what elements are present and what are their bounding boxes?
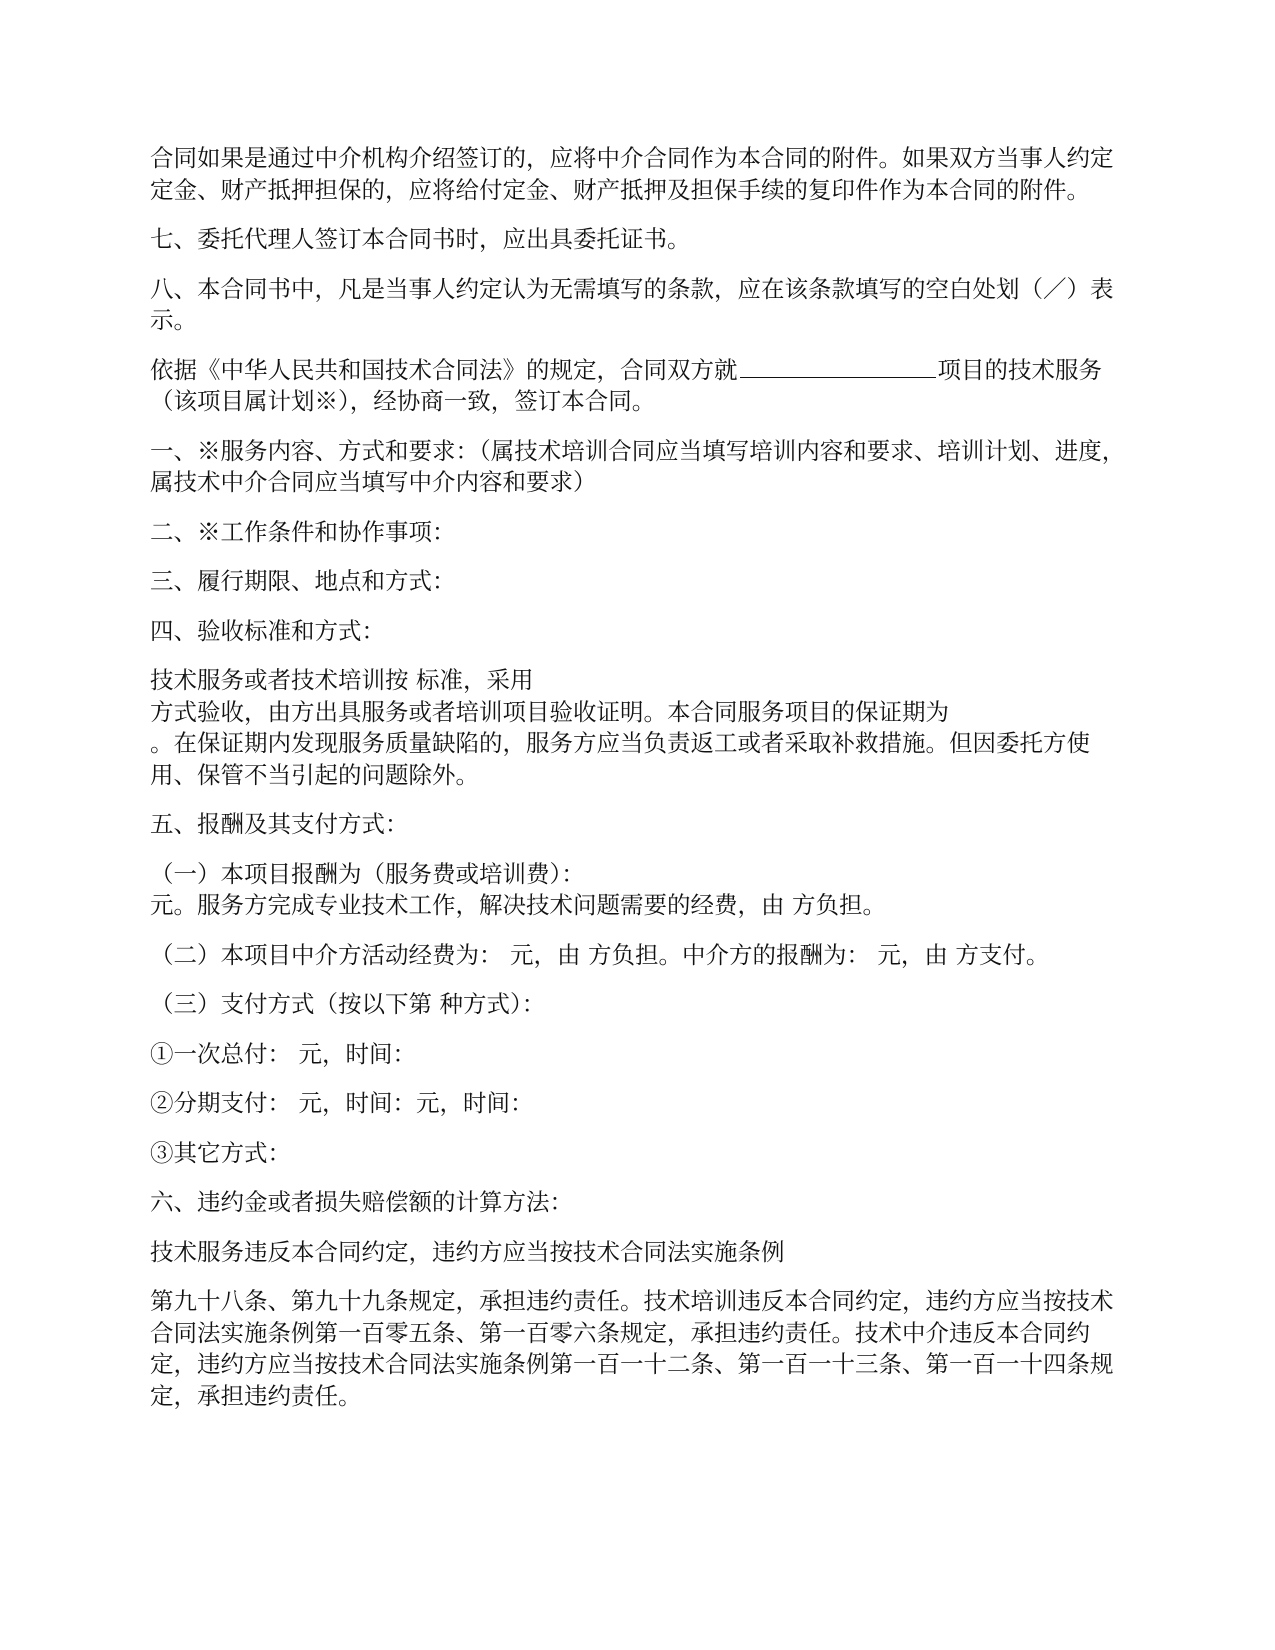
payment-option-lump-sum: ①一次总付： 元，时间： — [150, 1039, 416, 1068]
liability-paragraph-1: 技术服务违反本合同约定，违约方应当按技术合同法实施条例 — [150, 1237, 785, 1266]
payment-item-1 — [150, 859, 1130, 922]
section-2-work-conditions: 二、※工作条件和协作事项： — [150, 517, 456, 546]
document-body — [150, 143, 1130, 1412]
payment-item-1-line-a: （一）本项目报酬为（服务费或培训费）： — [150, 859, 585, 888]
contract-basis-text-after: 项目的技术服务（该项目属计划※），经协商一致，签订本合同。 — [150, 355, 1102, 415]
acceptance-line-3: 。在保证期内发现服务质量缺陷的，服务方应当负责返工或者采取补救措施。但因委托方使用、保管不当引起的问题除外。 — [150, 729, 1090, 789]
acceptance-line-1: 技术服务或者技术培训按 标准，采用 — [150, 666, 534, 694]
payment-item-3: （三）支付方式（按以下第 种方式）： — [150, 990, 546, 1018]
paragraph-clause-8: 八、本合同书中，凡是当事人约定认为无需填写的条款，应在该条款填写的空白处划（／）表示。 — [150, 274, 1114, 334]
section-4-acceptance: 四、验收标准和方式： — [150, 616, 385, 645]
paragraph-clause-7: 七、委托代理人签订本合同书时，应出具委托证书。 — [150, 225, 691, 253]
acceptance-line-2: 方式验收，由方出具服务或者培训项目验收证明。本合同服务项目的保证期为 — [150, 697, 949, 726]
paragraph-attachment-note: 合同如果是通过中介机构介绍签订的，应将中介合同作为本合同的附件。如果双方当事人约定定金、财产抵押担保的，应将给付定金、财产抵押及担保手续的复印件作为本合同的附件。 — [150, 144, 1114, 204]
section-4-acceptance-details — [150, 665, 1130, 791]
section-1-service-content: 一、※服务内容、方式和要求：（属技术培训合同应当填写培训内容和要求、培训计划、进度，属技术中介合同应当填写中介内容和要求） — [150, 436, 1126, 496]
section-5-payment: 五、报酬及其支付方式： — [150, 810, 409, 838]
project-name-blank — [740, 355, 936, 378]
contract-basis-text-before: 依据《中华人民共和国技术合同法》的规定，合同双方就 — [150, 355, 738, 384]
paragraph-contract-basis — [150, 355, 1130, 418]
payment-item-1-line-b: 元。服务方完成专业技术工作，解决技术问题需要的经费，由 方负担。 — [150, 891, 886, 919]
payment-option-installments: ②分期支付： 元，时间：元，时间： — [150, 1089, 534, 1117]
liability-paragraph-2: 第九十八条、第九十九条规定，承担违约责任。技术培训违反本合同约定，违约方应当按技术合同法实施条例第一百零五条、第一百零六条规定，承担违约责任。技术中介违反本合同约定，违约方应当按技术合同法实施条例第一百一十二条、第一百一十三条、第一百一十四条规定，承担违约责任。 — [150, 1287, 1114, 1410]
section-6-liability: 六、违约金或者损失赔偿额的计算方法： — [150, 1188, 573, 1216]
payment-option-other: ③其它方式： — [150, 1138, 291, 1167]
section-3-performance-terms: 三、履行期限、地点和方式： — [150, 567, 456, 595]
payment-item-2: （二）本项目中介方活动经费为： 元，由 方负担。中介方的报酬为： 元，由 方支付。 — [150, 940, 1050, 969]
